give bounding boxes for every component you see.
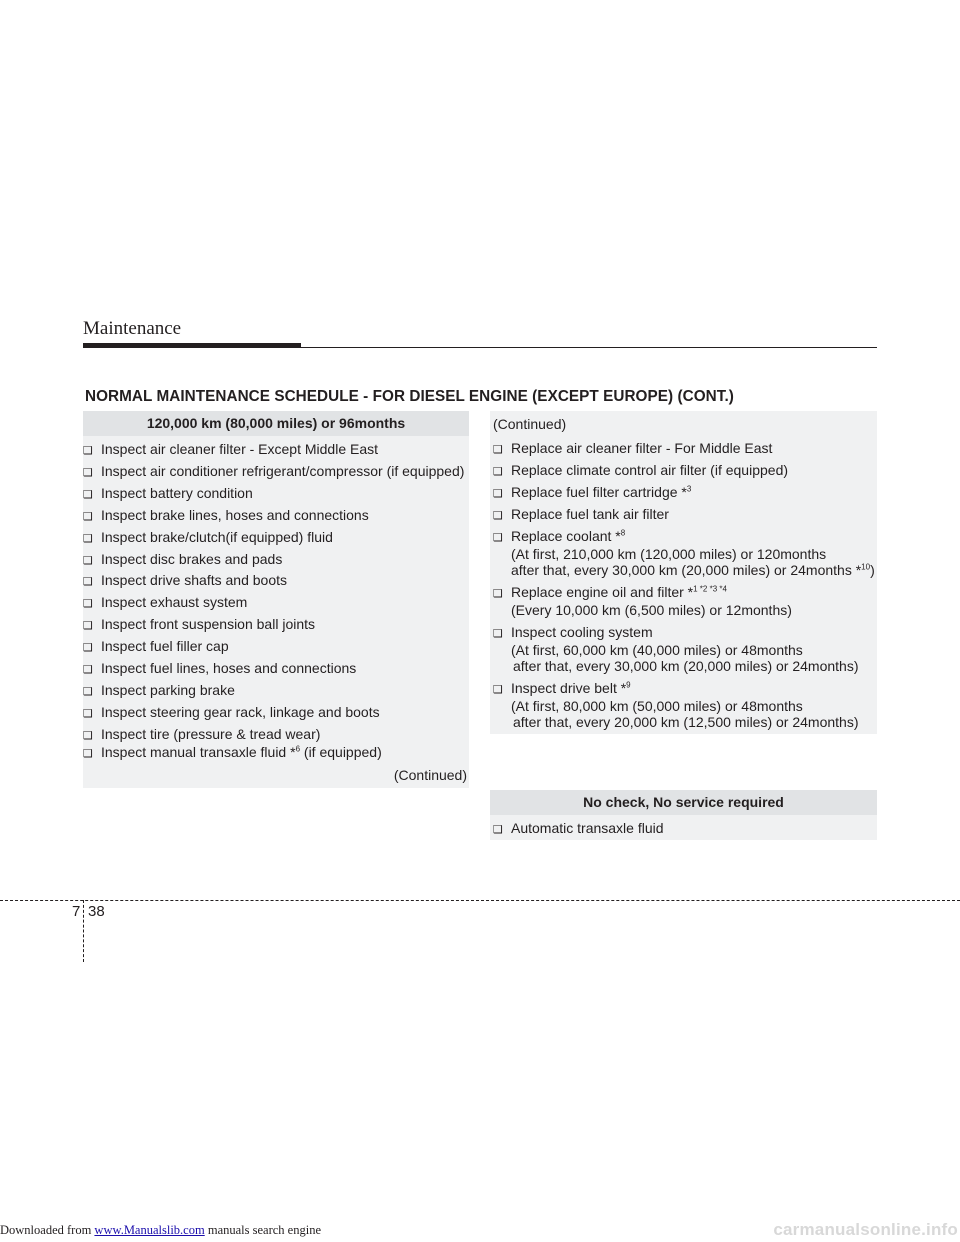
list-item: ❑ Replace fuel filter cartridge *$^3$ [493,484,692,500]
checkbox-icon: ❑ [83,554,93,567]
list-item: ❑ Inspect steering gear rack, linkage and boots [83,703,380,720]
list-item: ❑ Inspect front suspension ball joints [83,616,316,633]
download-note: Downloaded from www.Manualslib.com manuals search engine [0,1223,321,1237]
checkbox-icon: ❑ [83,685,93,698]
watermark: carmanualsonline.info [773,1220,958,1239]
continued-label: (Continued) [393,767,467,783]
page-number: 38 [88,903,105,920]
list-item: ❑ Inspect fuel lines, hoses and connections [83,660,357,676]
list-item: ❑ Inspect parking brake [83,681,235,698]
checkbox-icon: ❑ [493,824,503,836]
list-item: ❑ Replace coolant *$^8$ (At first, 210,000 km (120,000 miles) or 120months after that, every 30,000 km (20,000 miles) or 24months *$^{10}$) [493,528,875,578]
schedule-panel-continued [490,411,877,734]
checkbox-icon: ❑ [83,532,93,545]
page-heading: NORMAL MAINTENANCE SCHEDULE - FOR DIESEL ENGINE (EXCEPT EUROPE) (CONT.) [85,388,734,405]
checkbox-icon: ❑ [83,620,93,633]
checkbox-icon: ❑ [493,684,503,696]
chapter-number: 7 [72,903,81,920]
list-item: ❑ Inspect disc brakes and pads [83,550,283,567]
checkbox-icon: ❑ [83,642,93,655]
checkbox-icon: ❑ [83,510,93,523]
header-bar [83,343,301,348]
checkbox-icon: ❑ [493,588,503,600]
list-item: ❑ Inspect drive belt *$^9$ (At first, 80,000 km (50,000 miles) or 48months after that, every 20,000 km (12,500 miles) or 24months) [493,680,859,730]
checkbox-icon: ❑ [493,466,503,478]
checkbox-icon: ❑ [83,707,93,720]
checkbox-icon: ❑ [83,445,93,457]
list-item: ❑ Automatic transaxle fluid [493,820,664,836]
footer-vertical-divider [83,900,84,962]
footer-divider [0,900,960,901]
checkbox-icon: ❑ [493,628,503,640]
list-item: ❑ Inspect drive shafts and boots [83,572,287,589]
no-service-panel [490,790,877,840]
checkbox-icon: ❑ [83,748,93,760]
manualslib-link[interactable]: www.Manualslib.com [94,1223,205,1237]
checkbox-icon: ❑ [83,729,93,742]
list-item: ❑ Replace fuel tank air filter [493,506,669,522]
list-item: ❑ Inspect tire (pressure & tread wear) [83,725,321,742]
checkbox-icon: ❑ [83,466,93,479]
list-item: ❑ Inspect air conditioner refrigerant/compressor (if equipped) [83,462,465,479]
continued-label: (Continued) [493,416,567,432]
list-item: ❑ Inspect exhaust system [83,594,248,611]
panel-title: 120,000 km (80,000 miles) or 96months [83,411,469,436]
panel-title: No check, No service required [490,790,877,815]
list-item: ❑ Inspect battery condition [83,484,253,501]
section-title: Maintenance [83,318,182,339]
checkbox-icon: ❑ [493,444,503,456]
list-item: ❑ Inspect cooling system (At first, 60,000 km (40,000 miles) or 48months after that, every 30,000 km (20,000 miles) or 24months) [493,624,859,674]
checkbox-icon: ❑ [83,488,93,501]
list-item: ❑ Inspect air cleaner filter - Except Middle East [83,441,379,457]
checkbox-icon: ❑ [83,664,93,676]
list-item: ❑ Inspect fuel filler cap [83,638,229,655]
list-item: ❑ Inspect brake lines, hoses and connections [83,506,369,523]
checkbox-icon: ❑ [83,598,93,611]
list-item: ❑ Replace climate control air filter (if equipped) [493,462,789,478]
schedule-panel-120000km [83,411,469,788]
checkbox-icon: ❑ [83,576,93,589]
list-item: ❑ Replace air cleaner filter - For Middle East [493,440,773,456]
list-item: ❑ Replace engine oil and filter *$^{1 *2 *3 *4}$ (Every 10,000 km (6,500 miles) or 12months) [493,584,792,618]
list-item: ❑ Inspect brake/clutch(if equipped) fluid [83,528,333,545]
checkbox-icon: ❑ [493,532,503,544]
checkbox-icon: ❑ [493,488,503,500]
list-item: ❑ Inspect manual transaxle fluid *$^6$ (if equipped) [83,744,382,760]
checkbox-icon: ❑ [493,510,503,522]
